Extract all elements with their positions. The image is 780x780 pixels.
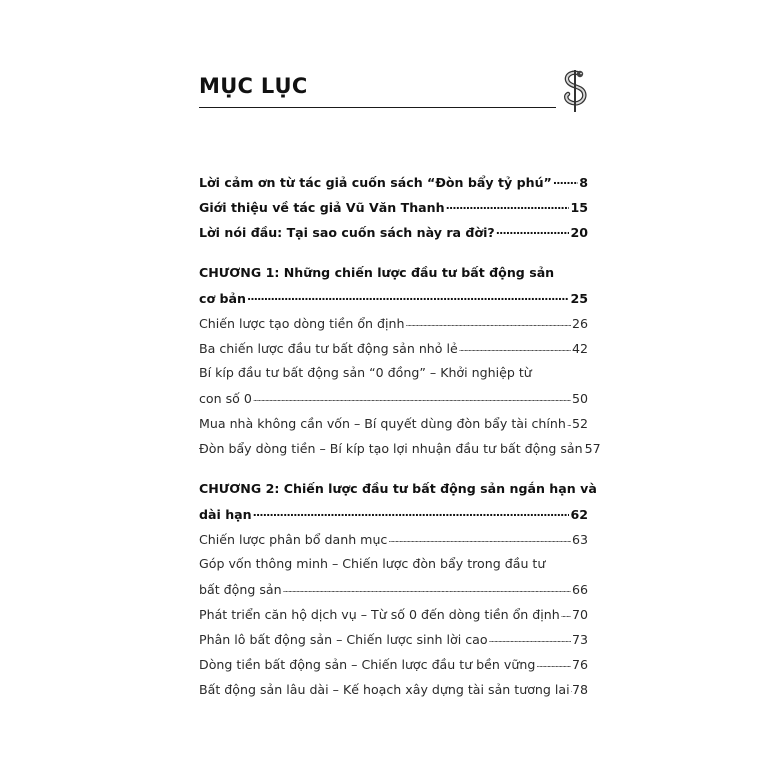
toc-entry[interactable]: Chiến lược phân bổ danh mục ..... 63 xyxy=(199,531,588,556)
page-number: 50 xyxy=(571,390,588,406)
toc-entry[interactable]: con số 0 ..... 50 xyxy=(199,390,588,415)
page-number: 63 xyxy=(571,531,588,547)
chapter-1-heading-cont[interactable]: cơ bản ..... 25 xyxy=(199,290,588,315)
page-number: 57 xyxy=(584,440,601,456)
page-number: 52 xyxy=(571,415,588,431)
toc-entry[interactable]: Dòng tiền bất động sản – Chiến lược đầu tư bền vững ..... 76 xyxy=(199,656,588,681)
page-number: 78 xyxy=(571,681,588,697)
toc-entry[interactable]: Phát triển căn hộ dịch vụ – Từ số 0 đến dòng tiền ổn định ..... 70 xyxy=(199,606,588,631)
page-number: 76 xyxy=(571,656,588,672)
page-number: 15 xyxy=(570,199,588,215)
page-number: 25 xyxy=(570,290,588,306)
chapter-2-heading-cont[interactable]: dài hạn ..... 62 xyxy=(199,506,588,531)
toc-entry[interactable]: Ba chiến lược đầu tư bất động sản nhỏ lẻ ..... 42 xyxy=(199,340,588,365)
page-number: 62 xyxy=(570,506,588,522)
toc-entry[interactable]: Đòn bẩy dòng tiền – Bí kíp tạo lợi nhuận đầu tư bất động sản 57 xyxy=(199,440,601,456)
toc-entry[interactable]: Giới thiệu về tác giả Vũ Văn Thanh ..... 15 xyxy=(199,199,588,224)
toc-entry[interactable]: Mua nhà không cần vốn – Bí quyết dùng đòn bẩy tài chính ..... 52 xyxy=(199,415,588,440)
toc-entry[interactable]: Lời cảm ơn từ tác giả cuốn sách “Đòn bẩy tỷ phú” ..... 8 xyxy=(199,174,588,199)
page-number: 66 xyxy=(571,581,588,597)
toc-entry[interactable]: Lời nói đầu: Tại sao cuốn sách này ra đời? ..... 20 xyxy=(199,224,588,249)
toc-entry[interactable]: Phân lô bất động sản – Chiến lược sinh lời cao ..... 73 xyxy=(199,631,588,656)
page-number: 73 xyxy=(571,631,588,647)
page-number: 8 xyxy=(579,174,588,190)
toc-entry-line1[interactable]: Bí kíp đầu tư bất động sản “0 đồng” – Khởi nghiệp từ xyxy=(199,365,532,380)
page-title: MỤC LỤC xyxy=(199,74,308,98)
title-underline xyxy=(199,107,556,108)
toc-entry[interactable]: Bất động sản lâu dài – Kế hoạch xây dựng tài sản tương lai ..... 78 xyxy=(199,681,588,706)
dollar-snake-logo-icon xyxy=(558,68,594,118)
chapter-1-heading[interactable]: CHƯƠNG 1: Những chiến lược đầu tư bất động sản xyxy=(199,265,555,280)
page-number: 26 xyxy=(571,315,588,331)
toc-entry[interactable]: bất động sản ..... 66 xyxy=(199,581,588,606)
page-number: 70 xyxy=(571,606,588,622)
toc-entry[interactable]: Chiến lược tạo dòng tiền ổn định ..... 26 xyxy=(199,315,588,340)
page-number: 20 xyxy=(570,224,588,240)
chapter-2-heading[interactable]: CHƯƠNG 2: Chiến lược đầu tư bất động sản ngắn hạn và xyxy=(199,481,597,496)
table-of-contents xyxy=(199,174,601,706)
page-number: 42 xyxy=(571,340,588,356)
toc-entry-line1[interactable]: Góp vốn thông minh – Chiến lược đòn bẩy trong đầu tư xyxy=(199,556,546,571)
